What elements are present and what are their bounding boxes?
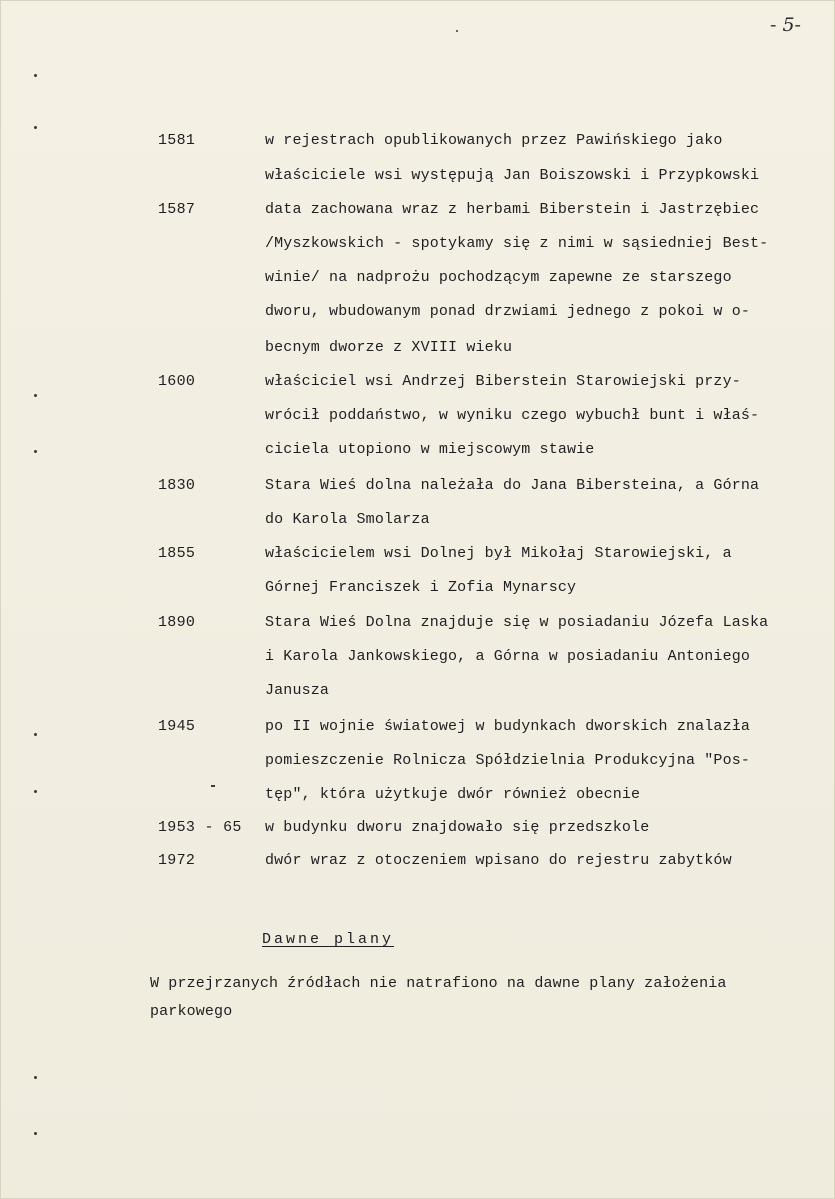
- entry-text-line: dwór wraz z otoczeniem wpisano do rejestru zabytków: [265, 852, 732, 869]
- margin-mark: [34, 1076, 37, 1079]
- entry-year: 1830: [158, 477, 196, 494]
- entry-year: 1945: [158, 718, 196, 735]
- section-paragraph-line: W przejrzanych źródłach nie natrafiono na dawne plany założenia: [150, 975, 727, 992]
- entry-text-line: właścicielem wsi Dolnej był Mikołaj Starowiejski, a: [265, 545, 732, 562]
- entry-text-line: wrócił poddaństwo, w wyniku czego wybuchł bunt i właś-: [265, 407, 760, 424]
- entry-text-line: i Karola Jankowskiego, a Górna w posiadaniu Antoniego: [265, 648, 751, 665]
- entry-text-line: winie/ na nadprożu pochodzącym zapewne ze starszego: [265, 269, 732, 286]
- margin-mark: [34, 74, 37, 77]
- entry-text-line: becnym dworze z XVIII wieku: [265, 339, 513, 356]
- margin-mark: [211, 785, 215, 787]
- entry-text-line: właściciele wsi występują Jan Boiszowski i Przypkowski: [265, 167, 760, 184]
- entry-text-line: w budynku dworu znajdowało się przedszkole: [265, 819, 650, 836]
- margin-mark: [34, 126, 37, 129]
- margin-mark: [34, 394, 37, 397]
- entry-text-line: ciciela utopiono w miejscowym stawie: [265, 441, 595, 458]
- section-paragraph-line: parkowego: [150, 1003, 233, 1020]
- entry-text-line: Janusza: [265, 682, 330, 699]
- entry-text-line: Stara Wieś Dolna znajduje się w posiadaniu Józefa Laska: [265, 614, 769, 631]
- entry-year: 1953 - 65: [158, 819, 242, 836]
- entry-text-line: po II wojnie światowej w budynkach dworskich znalazła: [265, 718, 751, 735]
- margin-mark: [456, 30, 458, 32]
- entry-year: 1972: [158, 852, 196, 869]
- entry-year: 1587: [158, 201, 196, 218]
- entry-text-line: Stara Wieś dolna należała do Jana Bibersteina, a Górna: [265, 477, 760, 494]
- section-heading: Dawne plany: [262, 931, 395, 948]
- margin-mark: [34, 790, 37, 793]
- margin-mark: [34, 1132, 37, 1135]
- entry-year: 1855: [158, 545, 196, 562]
- entry-text-line: dworu, wbudowanym ponad drzwiami jednego z pokoi w o-: [265, 303, 751, 320]
- entry-text-line: w rejestrach opublikowanych przez Pawińskiego jako: [265, 132, 723, 149]
- entry-text-line: właściciel wsi Andrzej Biberstein Starowiejski przy-: [265, 373, 741, 390]
- entry-year: 1600: [158, 373, 196, 390]
- entry-text-line: do Karola Smolarza: [265, 511, 430, 528]
- entry-text-line: tęp", która użytkuje dwór również obecnie: [265, 786, 641, 803]
- margin-mark: [34, 450, 37, 453]
- entry-year: 1890: [158, 614, 196, 631]
- entry-year: 1581: [158, 132, 196, 149]
- margin-mark: [34, 733, 37, 736]
- entry-text-line: data zachowana wraz z herbami Biberstein i Jastrzębiec: [265, 201, 760, 218]
- entry-text-line: pomieszczenie Rolnicza Spółdzielnia Produkcyjna "Pos-: [265, 752, 751, 769]
- page-number: - 5-: [770, 14, 801, 36]
- entry-text-line: Górnej Franciszek i Zofia Mynarscy: [265, 579, 577, 596]
- entry-text-line: /Myszkowskich - spotykamy się z nimi w sąsiedniej Best-: [265, 235, 769, 252]
